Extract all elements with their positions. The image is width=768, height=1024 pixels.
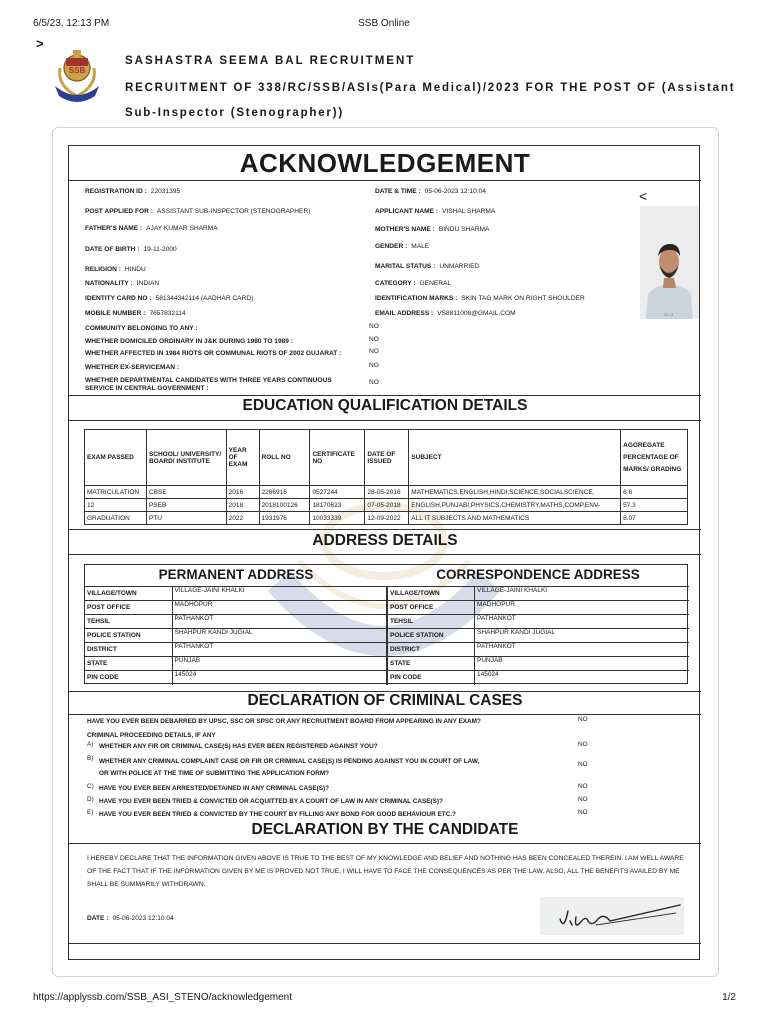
table-row (85, 499, 688, 512)
column-header: SUBJECT (409, 430, 621, 486)
date-of-birth: DATE OF BIRTH : 19-11-2000 (85, 246, 177, 253)
cell: 12 (85, 499, 147, 512)
address-value: MADHOPUR (172, 601, 387, 615)
address-label: POST OFFICE (85, 601, 172, 615)
cell: MATHEMATICS,ENGLISH,HINDI,SCIENCE,SOCIALSCIENCE, (409, 486, 621, 499)
correspondence-address-table (387, 586, 689, 685)
q-convicted: HAVE YOU EVER BEEN TRIED & CONVICTED OR ACQUITTED BY A COURT OF LAW IN ANY CRIMINAL CASE(S)? (99, 798, 443, 805)
a-pending: NO (578, 761, 588, 768)
a-debarred: NO (578, 716, 588, 723)
applicant-name: APPLICANT NAME : VISHAL SHARMA (375, 208, 496, 215)
declaration-text: I HEREBY DECLARE THAT THE INFORMATION GIVEN ABOVE IS TRUE TO THE BEST OF MY KNOWLEDGE AND BELIEF AND NOTHING HAS BEEN CONCEALED THEREIN. I AM WELL AWARE OF THE FACT THAT IF THE INFORMATION GIVEN BY ME IS PROVED NOT TRUE, I WILL HAVE TO FACE THE CONSEQUENCES AS PER THE LAW. ALSO, ALL THE BENEFITS AVAILED BY ME SHALL BE SUMMARILY WITHDRAWN. (87, 855, 684, 888)
header-recruitment: RECRUITMENT OF 338/RC/SSB/ASIs(Para Medical)/2023 FOR THE POST OF (Assistant (125, 82, 736, 94)
print-header (0, 18, 768, 32)
address-label: TEHSIL (388, 615, 475, 629)
divider (69, 554, 701, 555)
table-row (85, 512, 688, 525)
cell: 0527244 (310, 486, 365, 499)
address-value: MADHOPUR (475, 601, 690, 615)
cell: 8.07 (621, 512, 688, 525)
q-riots: WHETHER AFFECTED IN 1984 RIOTS OR COMMUNAL RIOTS OF 2002 GUJARAT : (85, 350, 342, 357)
address-value: PATHANKOT (172, 615, 387, 629)
q-debarred: HAVE YOU EVER BEEN DEBARRED BY UPSC, SSC OR SPSC OR ANY RECRUITMENT BOARD FROM APPEARING IN ANY EXAM? (87, 718, 481, 725)
letter-b: B) (87, 755, 94, 762)
divider (69, 943, 701, 944)
address-label: PIN CODE (85, 671, 172, 685)
religion: RELIGION : HINDU (85, 266, 146, 273)
q-arrested: HAVE YOU EVER BEEN ARRESTED/DETAINED IN ANY CRIMINAL CASE(S)? (99, 785, 330, 792)
cell: PTU (146, 512, 226, 525)
address-value: PUNJAB (172, 657, 387, 671)
a-fir: NO (578, 741, 588, 748)
table-row (85, 486, 688, 499)
criminal-proceeding-heading: CRIMINAL PROCEEDING DETAILS, IF ANY (87, 732, 216, 739)
cell: 2018 (226, 499, 259, 512)
a-departmental: NO (369, 379, 379, 386)
cell: GRADUATION (85, 512, 147, 525)
nationality: NATIONALITY : INDIAN (85, 280, 160, 287)
page-number: 1/2 (722, 992, 736, 1003)
cell: MATRICULATION (85, 486, 147, 499)
mobile-number: MOBILE NUMBER : 7657832114 (85, 310, 186, 317)
a-domiciled: NO (369, 336, 379, 343)
a-community: NO (369, 323, 379, 330)
ack-title: ACKNOWLEDGEMENT (239, 148, 531, 178)
column-header: ROLL NO (259, 430, 310, 486)
address-label: VILLAGE/TOWN (388, 587, 475, 601)
mother-name: MOTHER'S NAME : BINDU SHARMA (375, 226, 490, 233)
address-value: VILLAGE-JAINI KHALKI (475, 587, 690, 601)
q-pending-1: WHETHER ANY CRIMINAL COMPLAINT CASE OR FIR OR CRIMINAL CASE(S) IS PENDING AGAINST YOU IN COURT OF LAW, (99, 758, 480, 765)
applicant-photo (640, 206, 699, 319)
identification-marks: IDENTIFICATION MARKS : SKIN TAG MARK ON RIGHT SHOULDER (375, 295, 585, 302)
a-bond: NO (578, 809, 588, 816)
header-org: SASHASTRA SEEMA BAL RECRUITMENT (125, 55, 416, 67)
table-header-row (85, 430, 688, 486)
address-label: PIN CODE (388, 671, 475, 685)
q-domiciled: WHETHER DOMICILED ORDINARY IN J&K DURING 1980 TO 1989 : (85, 338, 293, 345)
email-address: EMAIL ADDRESS : VS8811008@GMAIL.COM (375, 310, 516, 317)
letter-a: A) (87, 741, 94, 748)
address-value: SHAHPUR KANDI JUGIAL (475, 629, 690, 643)
column-header: AGGREGATE PERCENTAGE OF MARKS/ GRADING (621, 430, 688, 486)
cell: 07-05-2018 (365, 499, 409, 512)
a-exserviceman: NO (369, 362, 379, 369)
q-bond: HAVE YOU EVER BEEN TRIED & CONVICTED BY THE COURT BY FILLING ANY BOND FOR GOOD BEHAVIOUR ETC.? (99, 811, 456, 818)
cell: 2022 (226, 512, 259, 525)
print-title: SSB Online (358, 18, 410, 29)
cell: 6.6 (621, 486, 688, 499)
cell: 10033339 (310, 512, 365, 525)
identity-card: IDENTITY CARD NO : 581344342114 (AADHAR CARD) (85, 295, 254, 302)
letter-d: D) (87, 796, 94, 803)
candidate-signature (540, 897, 684, 935)
print-url[interactable]: https://applyssb.com/SSB_ASI_STENO/acknowledgement (33, 992, 293, 1003)
cell: 28-05-2016 (365, 486, 409, 499)
column-header: DATE OF ISSUED (365, 430, 409, 486)
divider (69, 843, 701, 844)
logo-text: SSB (68, 66, 86, 75)
cell: 2016 (226, 486, 259, 499)
letter-c: C) (87, 783, 94, 790)
father-name: FATHER'S NAME : AJAY KUMAR SHARMA (85, 225, 218, 232)
address-label: TEHSIL (85, 615, 172, 629)
correspondence-address-title: CORRESPONDENCE ADDRESS (436, 567, 640, 582)
cell: 18170623 (310, 499, 365, 512)
divider (69, 529, 701, 530)
print-date: 6/5/23, 12:13 PM (33, 18, 110, 29)
address-label: STATE (85, 657, 172, 671)
column-header: SCHOOL/ UNIVERSITY/ BOARD/ INSTITUTE (146, 430, 226, 486)
address-label: POST OFFICE (388, 601, 475, 615)
cell: ENGLISH,PUNJABI,PHYSICS,CHEMISTRY,MATHS,COMP,ENV- (409, 499, 621, 512)
q-fir: WHETHER ANY FIR OR CRIMINAL CASE(S) HAS EVER BEEN REGISTERED AGAINST YOU? (99, 743, 378, 750)
address-value: 145024 (475, 671, 690, 685)
address-value: PUNJAB (475, 657, 690, 671)
q-departmental-2: SERVICE IN CENTRAL GOVERNMENT : (85, 385, 209, 392)
address-label: POLICE STATION (388, 629, 475, 643)
address-label: DISTRICT (388, 643, 475, 657)
gender: GENDER : MALE (375, 243, 430, 250)
divider (69, 420, 701, 421)
address-title: ADDRESS DETAILS (312, 532, 458, 549)
ssb-logo (51, 46, 103, 116)
header-post: Sub-Inspector (Stenographer)) (125, 107, 344, 119)
cell: 57.3 (621, 499, 688, 512)
a-riots: NO (369, 348, 379, 355)
q-pending-2: OR WITH POLICE AT THE TIME OF SUBMITTING THE APPLICATION FORM? (99, 770, 330, 777)
correspondence-address (387, 565, 689, 685)
permanent-address (85, 565, 387, 685)
divider (69, 180, 701, 181)
address-box (84, 564, 688, 684)
declaration-date: DATE : 05-06-2023 12:10:04 (87, 915, 174, 922)
photo-caption: 04.11 (664, 312, 674, 317)
education-title: EDUCATION QUALIFICATION DETAILS (242, 397, 528, 414)
q-community: COMMUNITY BELONGING TO ANY : (85, 325, 198, 332)
chevron-left-icon[interactable]: < (639, 188, 648, 204)
registration-id: REGISTRATION ID : 22031395 (85, 188, 181, 195)
marital-status: MARITAL STATUS : UNMARRIED (375, 263, 480, 270)
cell: PSEB (146, 499, 226, 512)
cell: 2018100126 (259, 499, 310, 512)
category: CATEGORY : GENERAL (375, 280, 452, 287)
address-label: STATE (388, 657, 475, 671)
address-value: VILLAGE-JAINI KHALKI (172, 587, 387, 601)
divider (69, 714, 701, 715)
address-value: 145024 (172, 671, 387, 685)
criminal-title: DECLARATION OF CRIMINAL CASES (247, 692, 523, 709)
address-label: VILLAGE/TOWN (85, 587, 172, 601)
date-time: DATE & TIME : 05-06-2023 12:10:04 (375, 188, 486, 195)
column-header: YEAR OF EXAM (226, 430, 259, 486)
a-convicted: NO (578, 796, 588, 803)
column-header: CERTIFICATE NO (310, 430, 365, 486)
cell: CBSE (146, 486, 226, 499)
q-departmental-1: WHETHER DEPARTMENTAL CANDIDATES WITH THREE YEARS CONTINUOUS (85, 377, 332, 384)
address-value: PATHANKOT (475, 615, 690, 629)
candidate-title: DECLARATION BY THE CANDIDATE (251, 821, 519, 838)
column-header: EXAM PASSED (85, 430, 147, 486)
cell: 12-09-2022 (365, 512, 409, 525)
education-table (84, 429, 688, 525)
address-value: PATHANKOT (475, 643, 690, 657)
address-label: POLICE STATION (85, 629, 172, 643)
address-label: DISTRICT (85, 643, 172, 657)
address-value: PATHANKOT (172, 643, 387, 657)
letter-e: E) (87, 809, 94, 816)
cell: ALL IT SUBJECTS AND MATHEMATICS (409, 512, 621, 525)
cell: 2266916 (259, 486, 310, 499)
permanent-address-table (85, 586, 387, 685)
a-arrested: NO (578, 783, 588, 790)
divider (69, 395, 701, 396)
chevron-right-icon[interactable]: > (36, 36, 44, 51)
q-exserviceman: WHETHER EX-SERVICEMAN : (85, 364, 180, 371)
post-applied: POST APPLIED FOR : ASSISTANT SUB-INSPECTOR (STENOGRAPHER) (85, 208, 311, 215)
permanent-address-title: PERMANENT ADDRESS (158, 567, 314, 582)
acknowledgement-document (68, 145, 700, 960)
cell: 1931976 (259, 512, 310, 525)
address-value: SHAHPUR KANDI JUGIAL (172, 629, 387, 643)
